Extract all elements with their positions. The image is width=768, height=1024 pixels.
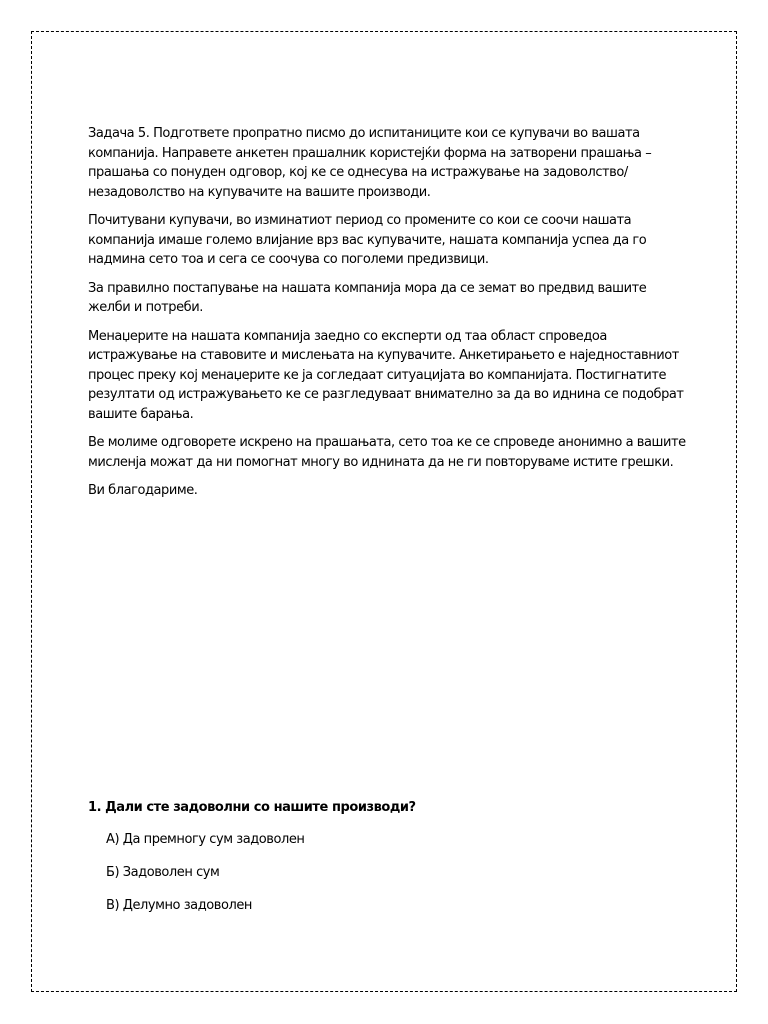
greeting-paragraph: Почитувани купувачи, во изминатиот период со промените со кои се соочи нашата компанија имаше големо влијание врз вас купувачите, нашата компанија успеа да го надмина сето тоа и сега се соочува со поголеми предизвици. [88,213,647,267]
question-block [88,798,688,929]
body-paragraph: Менаџерите на нашата компанија заедно со експерти од таа област спроведоа истражување на ставовите и мислењата на купувачите. Анкетирањето е наједноставниот процес преку кој менаџерите ке ја согледаат ситуацијата во компанијата. Постигнатите резултати од истражувањето ке се разгледуваат внимателно за да во иднина се подобрат вашите барања. [88,328,684,422]
body-paragraph: За правилно постапување на нашата компанија мора да се земат во предвид вашите желби и потреби. [88,280,647,315]
closing-paragraph: Ви благодариме. [88,483,198,498]
task-paragraph: Задача 5. Подгответе пропратно писмо до испитаниците кои се купувачи во вашата компанија. Направете анкетен прашалник користејќи форма на затворени прашања – прашања со понуден одговор, кој ке се однесува на истражување на задоволство/незадоволство на купувачите на вашите производи. [88,126,652,200]
answer-option: А) Да премногу сум задоволен [106,832,305,847]
answer-option: Б) Задоволен сум [106,865,220,880]
question-title: 1. Дали сте задоволни со нашите производи? [88,800,416,815]
body-paragraph: Ве молиме одговорете искрено на прашањата, сето тоа ке се спроведе анонимно а вашите мисленја можат да ни помогнат многу во иднината да не ги повторуваме истите грешки. [88,435,686,470]
letter-body [88,124,688,510]
answer-option: В) Делумно задоволен [106,898,252,913]
